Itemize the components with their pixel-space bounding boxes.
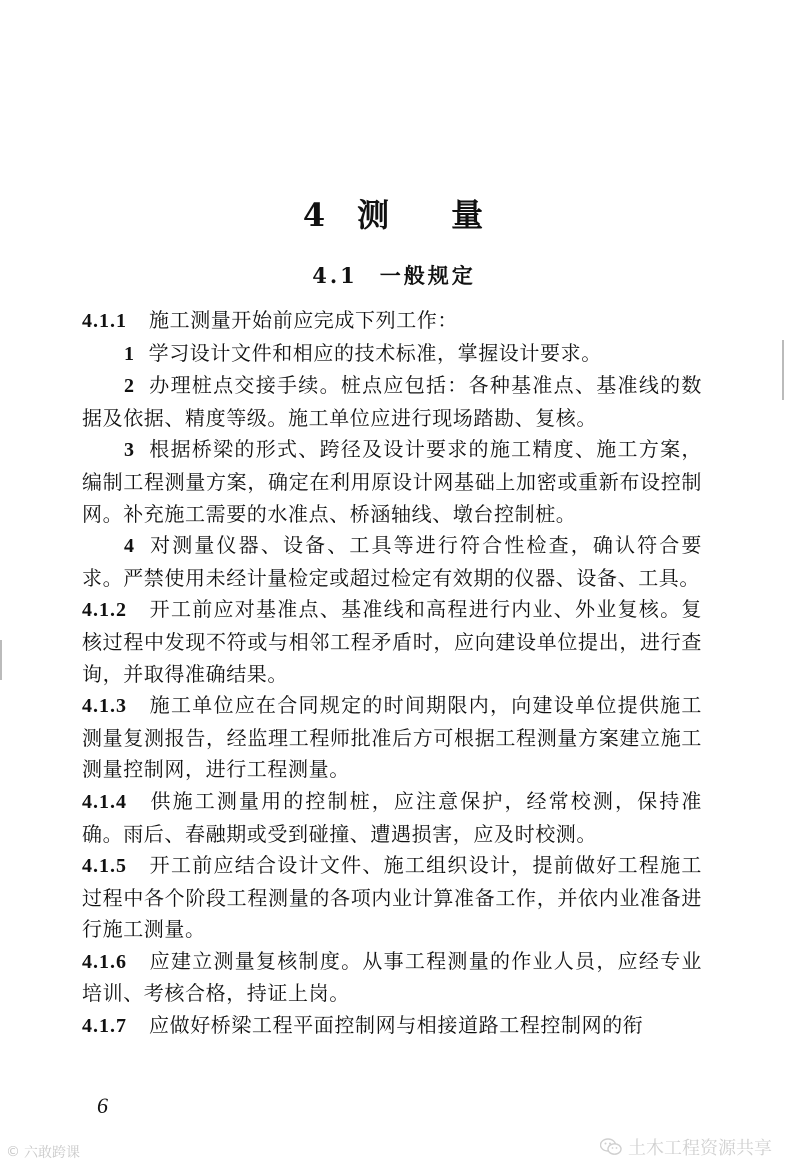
item-number: 1: [124, 342, 135, 365]
scan-edge-mark: [782, 340, 784, 400]
watermark-left-text: 六敢跨课: [24, 1145, 80, 1161]
scan-edge-mark: [0, 640, 2, 680]
item-1: [82, 338, 702, 371]
clause-text: 开工前应对基准点、基准线和高程进行内业、外业复核。复核过程中发现不符或与相邻工程矛盾时，应向建设单位提出，进行查询，并取得准确结果。: [82, 597, 702, 686]
clause-number: 4.1.2: [82, 599, 127, 622]
section-title: [0, 260, 788, 290]
clause-number: 4.1.1: [82, 310, 127, 332]
clause-4-1-6: [82, 946, 702, 1010]
wechat-icon: [600, 1138, 622, 1156]
item-text: 学习设计文件和相应的技术标准，掌握设计要求。: [148, 340, 602, 365]
clause-text: 应建立测量复核制度。从事工程测量的作业人员，应经专业培训、考核合格，持证上岗。: [82, 948, 702, 1006]
clause-4-1-4: [82, 786, 702, 850]
clause-4-1-7: [82, 1010, 702, 1043]
chapter-title: [0, 190, 788, 236]
item-number: 3: [124, 439, 135, 462]
item-text: 办理桩点交接手续。桩点应包括：各种基准点、基准线的数据及依据、精度等级。施工单位应进行现场踏勘、复核。: [82, 373, 702, 430]
watermark-left: [6, 1142, 80, 1162]
clause-number: 4.1.4: [82, 790, 127, 813]
clause-4-1-2: [82, 594, 702, 690]
section-number: 4.1: [312, 263, 358, 288]
clause-4-1-3: [82, 690, 702, 786]
clause-number: 4.1.5: [82, 855, 127, 878]
chapter-title-part-a: 测: [357, 196, 392, 234]
clause-number: 4.1.6: [82, 950, 127, 973]
item-3: [82, 434, 702, 530]
clause-text: 开工前应结合设计文件、施工组织设计，提前做好工程施工过程中各个阶段工程测量的各项内业计算准备工作，并依内业准备进行施工测量。: [82, 853, 702, 942]
section-title-text: 一般规定: [379, 263, 476, 288]
chapter-title-part-b: 量: [451, 196, 486, 234]
page-number: 6: [97, 1093, 108, 1118]
item-text: 根据桥梁的形式、跨径及设计要求的施工精度、施工方案，编制工程测量方案，确定在利用原设计网基础上加密或重新布设控制网。补充施工需要的水准点、桥涵轴线、墩台控制桩。: [82, 437, 702, 526]
watermark-logo-icon: ©: [6, 1144, 20, 1160]
body-text: [82, 305, 702, 1043]
watermark-right: [600, 1134, 772, 1160]
clause-text: 应做好桥梁工程平面控制网与相接道路工程控制网的衔: [149, 1013, 644, 1038]
clause-4-1-5: [82, 850, 702, 946]
item-2: [82, 370, 702, 434]
item-number: 4: [124, 535, 135, 558]
watermark-right-text: 土木工程资源共享: [628, 1138, 772, 1159]
chapter-number: 4: [302, 196, 328, 234]
clause-text: 施工单位应在合同规定的时间期限内，向建设单位提供施工测量复测报告，经监理工程师批准后方可根据工程测量方案建立施工测量控制网，进行工程测量。: [82, 693, 702, 782]
item-4: [82, 530, 702, 594]
item-text: 对测量仪器、设备、工具等进行符合性检查，确认符合要求。严禁使用未经计量检定或超过检定有效期的仪器、设备、工具。: [82, 533, 702, 590]
clause-number: 4.1.7: [82, 1015, 127, 1038]
clause-text: 供施工测量用的控制桩，应注意保护，经常校测，保持准确。雨后、春融期或受到碰撞、遭遇损害，应及时校测。: [82, 788, 702, 846]
clause-text: 施工测量开始前应完成下列工作：: [149, 308, 458, 332]
clause-number: 4.1.3: [82, 695, 127, 718]
clause-4-1-1: [82, 305, 702, 338]
item-number: 2: [124, 375, 135, 398]
